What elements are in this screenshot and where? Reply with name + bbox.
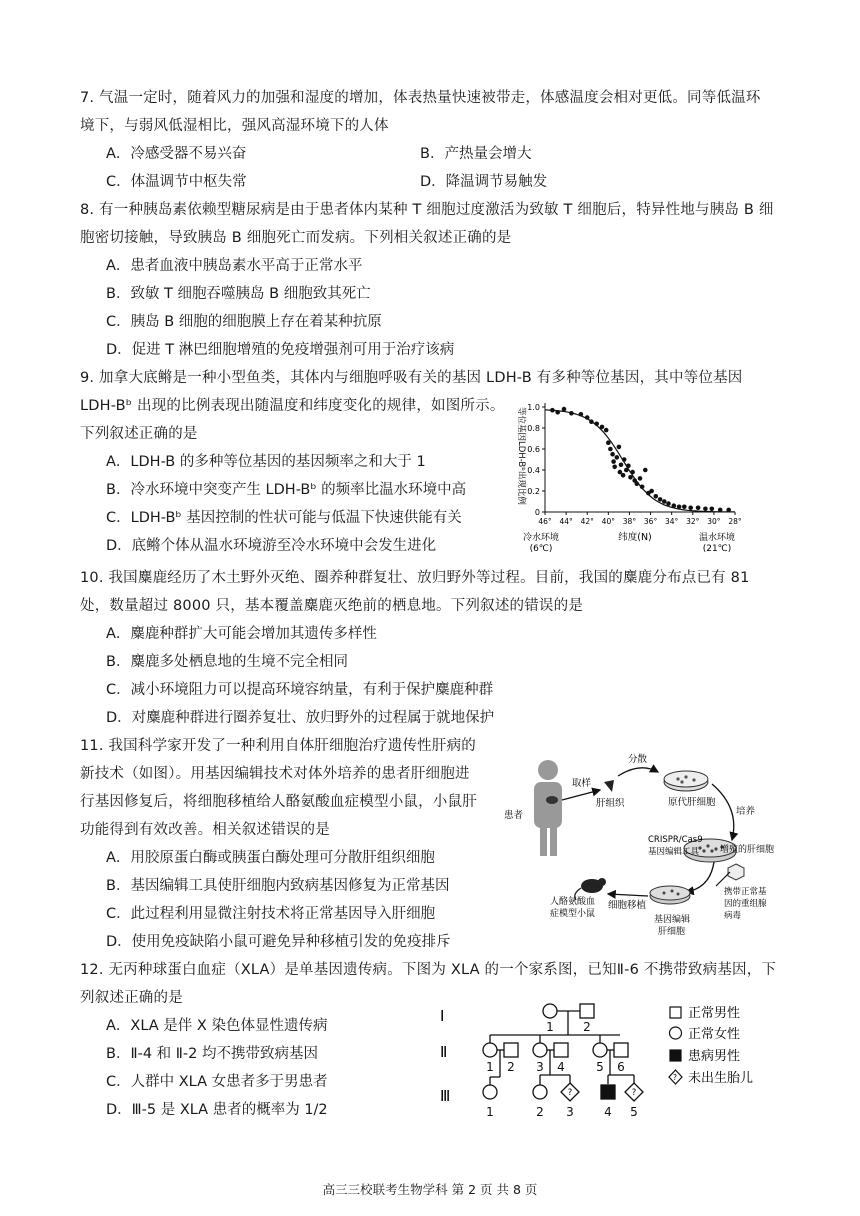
q12-option-d: D．Ⅲ-5 是 XLA 患者的概率为 1/2: [106, 1102, 328, 1118]
chart-point: [696, 506, 701, 511]
chart-left-label-2: (6℃): [529, 544, 553, 554]
q7-option-d: D．降温调节易触发: [420, 174, 548, 190]
chart-y-tick-label: 0.8: [527, 424, 540, 433]
q11-option-a: A．用胶原蛋白酶或胰蛋白酶处理可分散肝组织细胞: [106, 850, 435, 866]
q12-option-c: C．人群中 XLA 女患者多于男患者: [106, 1074, 328, 1090]
q11-option-d: D．使用免疫缺陷小鼠可避免异种移植引发的免疫排斥: [106, 934, 451, 950]
diagram-disperse-label: 分散: [628, 754, 648, 765]
q8-option-b: B．致敏 T 细胞吞噬胰岛 B 细胞致其死亡: [106, 286, 371, 302]
chart-point: [615, 455, 620, 460]
chart-point: [610, 452, 615, 457]
legend-normal-female: 正常女性: [688, 1027, 741, 1042]
unborn-3-symbol: ?: [567, 1088, 573, 1098]
chart-point: [658, 497, 663, 502]
ind-III-3: 3: [566, 1105, 574, 1119]
chart-point: [594, 422, 599, 427]
chart-point: [710, 507, 715, 512]
q10-stem-line1: 10. 我国麋鹿经历了木土野外灭绝、圈养种群复壮、放归野外等过程。目前，我国的麋鹿分布点已有 81: [80, 570, 750, 586]
chart-point: [611, 459, 616, 464]
diagram-virus-label-1: 携带正常基: [724, 887, 767, 897]
legend-unborn: 未出生胎儿: [688, 1071, 754, 1086]
chart-point: [628, 475, 633, 480]
q9-option-a: A．LDH-B 的多种等位基因的基因频率之和大于 1: [106, 454, 426, 470]
q11-option-c: C．此过程利用显微注射技术将正常基因导入肝细胞: [106, 906, 436, 922]
diagram-edited-label-2: 肝细胞: [658, 927, 686, 937]
chart-point: [718, 508, 723, 513]
chart-point: [666, 501, 671, 506]
q12-option-a: A．XLA 是伴 X 染色体显性遗传病: [106, 1018, 328, 1034]
chart-point: [672, 503, 677, 508]
chart-point: [621, 473, 626, 478]
chart-x-tick-label: 30°: [707, 517, 721, 526]
legend-affected-male: 患病男性: [688, 1049, 741, 1064]
chart-point: [608, 447, 613, 452]
chart-point: [726, 508, 731, 513]
chart-point: [550, 408, 555, 413]
chart-point: [682, 505, 687, 510]
q11-option-b: B．基因编辑工具使肝细胞内致病基因修复为正常基因: [106, 878, 450, 894]
patient-figure: [534, 760, 562, 856]
q10-option-a: A．麋鹿种群扩大可能会增加其遗传多样性: [106, 626, 377, 642]
q7-option-b: B．产热量会增大: [420, 146, 532, 162]
diagram-mouse-label-1: 人酪氨酸血: [550, 897, 596, 907]
legend-unborn-symbol: ?: [673, 1073, 677, 1082]
chart-point: [635, 481, 640, 486]
ind-II-2: 2: [507, 1060, 515, 1074]
q9-option-c: C．LDH-Bᵇ 基因控制的性状可能与低温下快速供能有关: [106, 510, 462, 526]
chart-x-tick-label: 28°: [728, 517, 742, 526]
q10-stem-line2: 处，数量超过 8000 只，基本覆盖麋鹿灭绝前的栖息地。下列叙述的错误的是: [80, 598, 584, 614]
chart-fit-line: [545, 410, 735, 512]
chart-point: [640, 485, 645, 490]
chart-point: [643, 468, 648, 473]
chart-point: [585, 415, 590, 420]
diagram-transplant-label: 细胞移植: [608, 900, 647, 911]
chart-point: [638, 476, 643, 481]
q7-stem-line2: 境下，与弱风低湿相比，强风高湿环境下的人体: [80, 118, 389, 134]
ind-II-1: 1: [486, 1060, 494, 1074]
diagram-culture-label: 培养: [736, 806, 756, 817]
chart-point: [688, 506, 693, 511]
chart-y-tick-label: 1.0: [527, 403, 540, 412]
ind-I-1: 1: [546, 1020, 554, 1034]
q12-option-b: B．Ⅱ-4 和 Ⅱ-2 均不携带致病基因: [106, 1046, 318, 1062]
diagram-edited-label-1: 基因编辑: [654, 915, 691, 925]
chart-point: [600, 425, 605, 430]
ind-III-4: 4: [604, 1105, 612, 1119]
chart-left-label-1: 冷水环境: [522, 533, 560, 543]
chart-point: [677, 505, 682, 510]
q9-stem-line3: 下列叙述正确的是: [80, 426, 198, 442]
diagram-virus-label-3: 病毒: [724, 911, 742, 921]
chart-point: [555, 410, 560, 415]
adenovirus-icon: [728, 864, 744, 880]
q8-stem-line2: 胞密切接触，导致胰岛 B 细胞死亡而发病。下列相关叙述正确的是: [80, 230, 512, 246]
q12-stem-line2: 列叙述正确的是: [80, 990, 183, 1006]
q7-stem-line1: 7. 气温一定时，随着风力的加强和湿度的增加，体表热量快速被带走，体感温度会相对更低。同等低温环: [80, 90, 761, 106]
q11-stem-line4: 功能得到有效改善。相关叙述错误的是: [80, 822, 330, 838]
legend-normal-male: 正常男性: [688, 1006, 741, 1021]
chart-x-tick-label: 46°: [538, 517, 552, 526]
chart-y-tick-label: 0.2: [527, 487, 540, 496]
pedigree-diagram: [430, 995, 790, 1120]
ldh-b-scatter-chart: [505, 395, 745, 555]
chart-point: [622, 457, 627, 462]
q7-option-a: A．冷感受器不易兴奋: [106, 146, 247, 162]
chart-point: [654, 494, 659, 499]
q11-stem-line2: 新技术（如图）。用基因编辑技术对体外培养的患者肝细胞进: [80, 766, 470, 782]
diagram-sampling-label: 取样: [572, 778, 592, 789]
chart-point: [626, 464, 631, 469]
generation-3-label: Ⅲ: [440, 1087, 451, 1105]
diagram-patient-label: 患者: [504, 810, 524, 821]
chart-x-tick-label: 38°: [622, 517, 637, 526]
q7-option-c: C．体温调节中枢失常: [106, 174, 247, 190]
chart-point: [562, 407, 567, 412]
chart-y-tick-label: 0: [534, 508, 540, 517]
q10-option-c: C．减小环境阻力可以提高环境容纳量，有利于保护麋鹿种群: [106, 682, 494, 698]
chart-y-tick-label: 0.6: [527, 445, 540, 454]
chart-point: [649, 489, 654, 494]
chart-point: [617, 445, 622, 450]
chart-point: [630, 470, 635, 475]
q9-option-d: D．底鳉个体从温水环境游至冷水环境中会发生进化: [106, 538, 437, 554]
ind-I-2: 2: [583, 1020, 591, 1034]
diagram-virus-label-2: 因的重组腺: [724, 899, 767, 909]
chart-point: [619, 463, 624, 468]
q8-option-d: D．促进 T 淋巴细胞增殖的免疫增强剂可用于治疗该病: [106, 342, 455, 358]
q8-option-a: A．患者血液中胰岛素水平高于正常水平: [106, 258, 363, 274]
q10-option-b: B．麋鹿多处栖息地的生境不完全相同: [106, 654, 348, 670]
ind-II-4: 4: [557, 1060, 565, 1074]
q11-stem-line3: 行基因修复后，将细胞移植给人酪氨酸血症模型小鼠，小鼠肝: [80, 794, 477, 810]
diagram-liver-tissue-label: 肝组织: [596, 798, 625, 809]
edited-cells-dish: [650, 886, 690, 904]
q11-stem-line1: 11. 我国科学家开发了一种利用自体肝细胞治疗遗传性肝病的: [80, 738, 476, 754]
chart-point: [604, 428, 609, 433]
chart-point: [703, 507, 708, 512]
ind-III-1: 1: [486, 1105, 494, 1119]
chart-right-label-1: 温水环境: [698, 533, 736, 543]
chart-x-tick-label: 42°: [580, 517, 594, 526]
unborn-5-symbol: ?: [631, 1088, 637, 1098]
ind-II-6: 6: [617, 1060, 625, 1074]
diagram-crispr-label-1: CRISPR/Cas9: [648, 835, 703, 845]
q9-option-b: B．冷水环境中突变产生 LDH-Bᵇ 的频率比温水环境中高: [106, 482, 467, 498]
chart-x-tick-label: 34°: [665, 517, 679, 526]
chart-x-tick-label: 32°: [686, 517, 700, 526]
chart-x-tick-label: 44°: [559, 517, 573, 526]
chart-point: [606, 440, 611, 445]
primary-cells-dish: [664, 771, 708, 791]
chart-point: [662, 499, 667, 504]
chart-point: [569, 411, 574, 416]
q8-stem-line1: 8. 有一种胰岛素依赖型糖尿病是由于患者体内某种 T 细胞过度激活为致敏 T 细胞后，特异性地与胰岛 B 细: [80, 202, 774, 218]
generation-1-label: Ⅰ: [440, 1007, 445, 1025]
chart-point: [624, 468, 629, 473]
chart-point: [589, 419, 594, 424]
chart-point: [612, 465, 617, 470]
liver-tissue-icon: [604, 780, 614, 792]
q8-option-c: C．胰岛 B 细胞的细胞膜上存在着某种抗原: [106, 314, 382, 330]
ind-III-2: 2: [536, 1105, 544, 1119]
chart-x-tick-label: 40°: [601, 517, 615, 526]
q9-stem-line2: LDH-Bᵇ 出现的比例表现出随温度和纬度变化的规律，如图所示。: [80, 398, 505, 414]
diagram-crispr-label-2: 基因编辑工具: [648, 847, 700, 857]
generation-2-label: Ⅱ: [440, 1043, 448, 1061]
chart-y-label: 等位基因LDH-Bᵇ出现比例: [516, 407, 526, 505]
diagram-mouse-label-2: 症模型小鼠: [550, 909, 596, 919]
diagram-primary-cells-label: 原代肝细胞: [668, 797, 716, 808]
chart-x-tick-label: 36°: [643, 517, 658, 526]
page-footer: 高三三校联考生物学科 第 2 页 共 8 页: [322, 1182, 538, 1197]
chart-point: [579, 412, 584, 417]
q9-stem-line1: 9. 加拿大底鳉是一种小型鱼类，其体内与细胞呼吸有关的基因 LDH-B 有多种等位基因，其中等位基因: [80, 370, 743, 386]
gene-editing-diagram: [500, 748, 780, 958]
ind-III-5: 5: [630, 1105, 638, 1119]
chart-y-tick-label: 0.4: [527, 466, 540, 475]
q10-option-d: D．对麋鹿种群进行圈养复壮、放归野外的过程属于就地保护: [106, 710, 495, 726]
ind-II-5: 5: [596, 1060, 604, 1074]
diagram-proliferated-label: 增殖的肝细胞: [720, 845, 775, 855]
ind-II-3: 3: [536, 1060, 544, 1074]
chart-right-label-2: (21℃): [702, 544, 732, 554]
chart-x-label: 纬度(N): [618, 532, 652, 543]
q12-stem-line1: 12. 无丙种球蛋白血症（XLA）是单基因遗传病。下图为 XLA 的一个家系图，已知Ⅱ-6 不携带致病基因，下: [80, 962, 777, 978]
